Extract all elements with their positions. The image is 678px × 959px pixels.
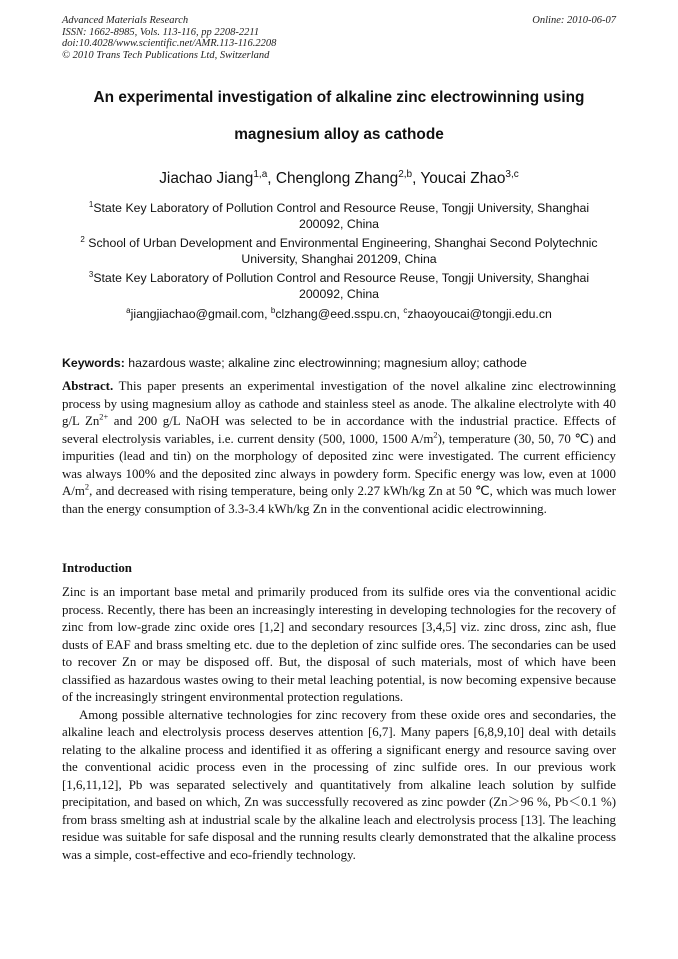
email-marker: b (270, 305, 276, 315)
keywords-text: hazardous waste; alkaline zinc electrowinning; magnesium alloy; cathode (124, 356, 527, 370)
abstract-text: This paper presents an experimental investigation of the novel alkaline zinc electrowinning process by using magnesium alloy as cathode and stainless steel as anode. The alkaline electrolyte with 40 g/L Zn (62, 379, 616, 428)
abstract-label: Abstract. (62, 379, 114, 393)
title-line-2: magnesium alloy as cathode (234, 126, 444, 143)
paper-title (62, 88, 616, 144)
issn-line: ISSN: 1662-8985, Vols. 113-116, pp 2208-2211 (62, 26, 260, 38)
email-line (72, 307, 606, 323)
abstract-text: , and decreased with rising temperature, being only 2.27 kWh/kg Zn at 50 ℃, which was much lower than the energy consumption of 3.3-3.4 kWh/kg Zn in the conventional acidic electrowinning. (62, 484, 616, 516)
author-name: Jiachao Jiang (159, 170, 254, 187)
email-address: jiangjiachao@gmail.com, (130, 307, 271, 321)
affiliation-text: State Key Laboratory of Pollution Control and Resource Reuse, Tongji University, Shanghai (93, 201, 590, 215)
author-separator: , (267, 170, 276, 187)
abstract-superscript: 2 (433, 430, 438, 440)
section-heading-introduction: Introduction (62, 561, 132, 575)
affiliation-text: 200092, China (299, 216, 379, 231)
author-superscript: 2,b (398, 168, 413, 180)
author-name: Youcai Zhao (420, 170, 506, 187)
abstract (62, 378, 616, 518)
email-address: zhaoyoucai@tongji.edu.cn (407, 307, 552, 321)
affiliation-marker: 1 (88, 199, 94, 209)
abstract-superscript: 2 (84, 482, 90, 492)
email-marker: a (126, 305, 131, 315)
author-superscript: 3,c (505, 168, 519, 180)
introduction-body (62, 584, 616, 864)
affiliation-text: School of Urban Development and Environmental Engineering, Shanghai Second Polytechnic (84, 236, 598, 250)
journal-name: Advanced Materials Research (62, 15, 189, 26)
author-superscript: 1,a (253, 168, 268, 180)
email-address: clzhang@eed.sspu.cn, (275, 307, 404, 321)
abstract-text: and 200 g/L NaOH was selected to be in accordance with the industrial practice. Effects of several electrolysis variables, i.e. current density (500, 1000, 1500 A/m (62, 414, 616, 446)
journal-header (62, 15, 616, 61)
online-date: Online: 2010-06-07 (532, 15, 616, 26)
affiliation-1 (72, 201, 606, 232)
affiliation-3 (72, 271, 606, 302)
doi-line: doi:10.4028/www.scientific.net/AMR.113-116.2208 (62, 38, 277, 49)
keywords (62, 356, 616, 371)
affiliation-marker: 3 (88, 269, 94, 279)
affiliation-text: 200092, China (299, 286, 379, 301)
author-separator: , (412, 170, 421, 187)
affiliation-text: State Key Laboratory of Pollution Control and Resource Reuse, Tongji University, Shanghai (93, 271, 590, 285)
affiliation-marker: 2 (80, 234, 85, 244)
author-name: Chenglong Zhang (275, 170, 399, 187)
title-line-1: An experimental investigation of alkaline zinc electrowinning using (93, 89, 585, 106)
author-list (62, 170, 616, 188)
affiliation-2 (72, 236, 606, 267)
paragraph: Among possible alternative technologies for zinc recovery from these oxide ores and secondaries, the alkaline leach and electrolysis process deserves attention [6,7]. Many papers [6,8,9,10] deal with details relating to the alkaline process and identified it as offering a significant energy and resource saving over the conventional acidic process even in the processing of zinc sulfide ores. In our previous work [1,6,11,12], Pb was separated selectively and quantitatively from alkaline leach solution by sulfide precipitation, and based on which, Zn was successfully recovered as zinc powder (Zn＞96 %, Pb＜0.1 %) from brass smelting ash at industrial scale by the alkaline leach and electrolysis process [13]. The leaching residue was suitable for safe disposal and the running results clearly demonstrated that the alkaline process was a simple, cost-effective and eco-friendly technology. (62, 707, 616, 862)
abstract-superscript: 2+ (99, 412, 109, 422)
email-marker: c (403, 305, 408, 315)
paragraph: Zinc is an important base metal and primarily produced from its sulfide ores via the conventional acidic process. Recently, there has been an increasingly interesting in developing technologies for the recovery of zinc from low-grade zinc oxide ores [1,2] and secondary resources [3,4,5] viz. zinc dross, zinc ash, flue dusts of EAF and brass smelting etc. due to the depletion of zinc sulfide ores. The secondaries can be used to recover Zn or may be disposed off. But, the disposal of such materials, most of which have been classified as hazardous wastes owing to their metal leaching potential, is now becoming expensive because of the increasingly stringent environmental protection regulations. (62, 585, 616, 704)
affiliation-text: University, Shanghai 201209, China (241, 251, 437, 266)
keywords-label: Keywords: (62, 356, 125, 370)
abstract-text: ), temperature (30, 50, 70 ℃) and impurities (lead and tin) on the morphology of deposited zinc were investigated. The current efficiency was always 100% and the deposited zinc always in powdery form. Specific energy was low, even at 1000 A/m (62, 431, 616, 498)
copyright-line: © 2010 Trans Tech Publications Ltd, Switzerland (62, 49, 270, 61)
